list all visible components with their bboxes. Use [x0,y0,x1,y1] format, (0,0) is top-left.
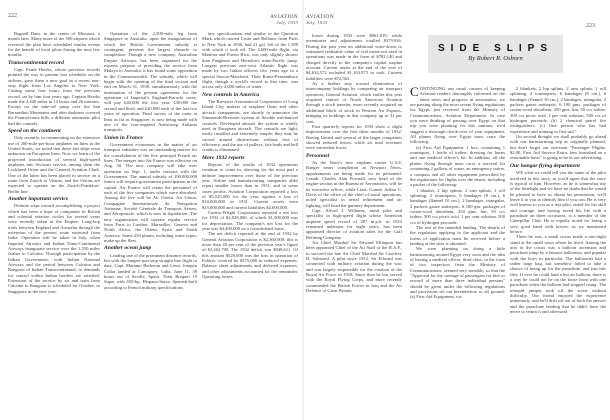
paragraph: Operation of the 2,500-mile leg from Singapore to Australia, upon the inauguration of which the British Government subsidy is contingent, presents the largest obstacle to completion. Though a new company, Australian Empire Airways, has been organized for the express purpose of providing the service from Malaya to Australia, it has found some opposition in the Commonwealth. The subsidy, which will begin with the opening of the final section and end on March 31, 1939, simultaneously with the termination of the present agreement for the operation of Imperial's England-Karachi route, will pay £40,000 the first year, £30,000 the second and third, and £20,000 each of the last two years of operation. Final survey of the route at least as far as Singapore, is now being made with one of the four-engined Armstrong Atalanta transports. [104,31,197,133]
section-heading: Union in France [104,134,143,141]
page-number-right: 223 [586,23,595,29]
paragraph: Curtiss-Wright Corporation reported a net loss for 1932 of $2,828,000, of which $1,500,000 was for depreciation. The company's net loss for the year was $4,490,000 on a consolidated basis. [202,210,298,232]
paragraph: We were planning on doing a little barnstorming around Egypt very soon and the idea of having a medical officer, third class, in the form of two inspectors from the Ministry of Communications, seemed very sensible, so that the "Approval for the carriage of passengers for hire or reward of more than three individual persons" should be given under the following regulations and provisions set out hereinbefore to all ground: (a) First Aid Equipment, viz. [410,246,505,300]
paragraph: Air Chief Marshal Sir Edward Ellington has been appointed Chief of the Air Staff of the R.A.F., to succeed the late Air Chief Marshal Sir Geoffrey H. Salmond. A pilot since 1912, Sir Edward was connected with military aviation during the war, and was largely responsible for the creation of the Royal Air Force in 1918. Since then he has served with the Royal Flying Corps, and more recently commanded the British Forces in Iraq and the Air Defence of Great Britain. [306,240,402,294]
paragraph: WE wish we could tell you the name of the pilot involved in this story, as you'd agree that the story is typical of him. However, as he is somewhat shy of the limelight and we have no doubt that he would be pleased to have us obtain his permission, we'll leave it to you to identify him if you can. He is very well known to you as a test pilot, noted for his skill and courage, and having saved his life with a parachute on three occasions, is a member of the Caterpillar Club. He is equally noted for being a very good hand with horses, as we mentioned before. [510,170,606,234]
left-page-column-2 [104,31,197,416]
paragraph: (a) First Aid Equipment: 1 box, containing 1 tourniquet, 1 bottle of iodine, dressing for burns and one medical officer's kit. In addition, all the planes flying through must carry a survival kit containing 2 gallons of water, an emergency ration, a compass and all other equipment prescribed by the regulations for flights over the desert, including a packet of the following: [410,144,505,188]
paragraph: ONTINUING our usual custom of keeping Aviation readers thoroughly informed on the latest news and progress in aeronautics, we are passing along the most recent flying regulations for Egypt, just received from the Ministry of Communications, Aviation Department. In case you were thinking of passing over Egypt on that trip you were planning for this summer, we'd suggest a thorough check-over of your equipment. All planes flying over Egypt must carry the following: [410,86,505,145]
left-page-column-1 [8,31,100,416]
paragraph: Leading one of the prominent distance records, but with the longest non-stop straight line flight to date, Capt. Mariano Barberan and Lieut. Joaquin Collar landed at Camaguey, Cuba, June 11, 39 hours out of Seville, Spain. Their Breguet 19 Super with 650-hp. Hispano-Suiza, Spanish-built according to French military specifications [104,252,197,290]
paragraph: First quarterly reports for 1933 show a slight improvement over the first three months of 1932. Boeing United and several of the larger companies showed reduced losses, while air mail revenues were somewhat lower. [306,123,402,151]
section-heading: Another important service [8,195,69,202]
section-heading: More 1932 reports [202,154,245,161]
paragraph: Definite steps toward accomplishing a project which has been a hope of companies in British and colonial aviation circles for several years were recently taken in the Empire. Long-hop trials between England and Australia through the extension of the present route eastward from India. Operation will be taken in July, when Imperial Airways and Indian Trans-Continental Airways inaugurate service over the 1,550 miles farther to Calcutta. Through participation by the Indian Government, with Indian National Airways and the period between Calcutta and Rangoon of Indian Transcontinental, to demands for control within Indian borders are satisfied. Extension of the service by air and train from Calcutta to Rangoon is scheduled for October, to Singapore in the new year. [8,203,100,294]
section-heading: Another ocean jump [104,245,152,252]
page-number-left: 222 [8,13,17,19]
running-head-left [244,14,298,25]
paragraph: Capt. Frank Hawks, whose previous records pointed the way to present fast schedules on the airlines, gave them a new goal in a recent non-stop flight from Los Angeles to New York. Cutting some four hours from the previous record, set by him four years ago, Captain Hawks made the 2,440 miles in 13 hours and 26 minutes. Except on the take-off jump over the San Bernardino Mountains and after darkness covered the Pennsylvania hills, a different automatic pilot had the controls. [8,67,100,126]
paragraph: As a further step toward elimination of intercompany holdings by competing air transport operators, General Aviation, which earlier this year acquired control of North American Aviation through a stock transfer, more recently acquired an additional block of stock in Western Air Express, bringing its holdings in that company up to 31 per cent. [306,81,402,124]
issue-date: July, 1933 [276,20,298,25]
section-title: SIDE SLIPS [437,43,553,54]
section-heading: New controls in America [202,91,260,98]
paragraph: tary specifications and similar to the Question Mark which carried Coste and Bellonte from Paris to New York in 1930, had 21 gal. left of the 1,500 with which it took off. The 4,600-mile flight, via Madeira and Puerto Rico, was only slightly shorter than Pangborn and Herndon's trans-Pacific jump. Longest previous east-west Atlantic flight was made by two Italian officers five years ago in a special Savoia-Marchetti. Their Rome-Pernambuco flight, though a world's record at that time, was across only 2,600 miles of water. [202,31,298,90]
paragraph: The net deficit reported at the end of 1932 by General Aviation Corporation is $2,360,000; this is more than 40 per cent of the previous year's figure of $2,262,700. The 1932 deficit was $948,611. Of this amount $520,000 was the loss in operation of Fokker, covered by $575,000 in reduced expenses. Balance sheet adjustments and deferred expenses, and other adjustments accounted for the remainder. Operating losses [202,231,298,280]
right-page-column-1 [306,33,402,416]
paragraph: Government economies in the matter of air transport subsidies was an outstanding motive for the consolidation of the five principal French air lines. The merger into Air France was effective on Aug. 30. The new company will take over operation on Sept. 1, under contract with the Government. The annual subsidy of 190,000,000 francs will require government participation in the capital. Air France will retain the personnel of each of the five companies which were absorbed. Among the five will be Air Orient, Air Union, Compagnie Internationale de Navigation Aérienne, Société Générale de Transport Aérien, and Aéropostale, which is now in liquidation. The new organization will operate regular service from Paris to London, Marseilles, Geneva and North Africa, the Orient, Syria and South America. Some 250 planes, including water types, make up the fleet. [104,141,197,244]
side-slips-column-1 [410,86,505,416]
paragraph: Bagnell Dam, in the center of Missouri, a month later. Many more of the 500 airports which received the plan have scheduled similar events for the benefit of local pilots during the next few months. [8,31,100,58]
section-heading: Our hangar flying department [510,162,580,169]
left-page-column-3 [202,31,298,416]
byline: By Robert R. Osborn [468,55,523,62]
paragraph: losses during 1932 were $861,819, while inventories and adjustments totalled $379,926. During the past year an additional write-down to estimated realizable value of real estate not used in operations was made in the form of $782,140 and charged directly to the company's capital surplus account. Current assets at the end of the year of $4,634,572 included $1,104,973 in cash. Current liabilities were $72,563. [306,33,402,81]
paragraph: Capt. Alford J. Williams, naval pilot and specialist in high-speed flight whose American airplane speed record of 287 m.p.h. in 1923 remained unbeaten for eight years, has been appointed director of aviation sales for the Gulf Refining Company. [306,208,402,240]
side-slips-column-2 [510,86,606,416]
drop-cap: C [410,86,419,99]
issue-date: July, 1933 [306,20,328,25]
paragraph: The Brewster Aeronautical Corporation of Long Island City, makers of seaplane floats and other aircraft components, are shortly to announce the Simmonds-Brewster system of flexible mechanical controls. Developed abroad, the system is widely used in European aircraft. The controls are light, easily installed and extremely simple; they may be curved around obstructions without loss of efficiency, and the use of pulleys, fair-leads and bell cranks is eliminated. [202,99,298,153]
magazine-title: AVIATION [306,14,334,20]
running-head-right [306,14,334,25]
paragraph: Reports of the results of 1932 operations continue to come in, showing for the most part a definite improvement over those of the previous year. Airline and manufacturing companies alike report smaller losses than in 1931, and in some cases profits. Aviation Corporation reported a loss of $5,525,000 for the year, against a loss of $10,000,000 in 1931. Current assets were $15,000,000 and current liabilities $2,600,000. [202,161,298,210]
magazine-title: AVIATION [270,14,298,20]
page-gutter [302,0,304,420]
section-heading: Speed on the continent [8,127,61,134]
paragraph: 1 blanket, 2 hip splints, 2 arm splints, 1 roll splinting, 2 tourniquets, 6 bandages (8 cm.), 6 bandages (flannel 10 cm.), 2 bandages, triangular, 2 packets gauze antiseptic, 6 100 gm. packages of cotton-wool absorbent, 250 gms. lint, 50 ccs iodine, 300 ccs picric acid, 1 per cent solution, 500 ccs of hydrogen peroxide. [410,187,505,225]
paragraph: 2 blankets, 2 hip splints, 2 arm splints, 1 roll splinting, 2 tourniquets, 6 bandages (8 cm.), 6 bandages (flannel 10 cm.), 2 bandages, triangular, 2 packets gauze antiseptic, 6 100 gms. packages of cotton-wool absorbent, 250 gms. lint, 50 ccs iodine, 300 ccs picric acid, 1 per cent solution, 500 ccs of hydrogen peroxide. (b) 2 chemical petrol fire extinguishers. (c) One person who has had experience and training in first-aid." [510,86,606,134]
side-slips-banner [428,35,563,73]
paragraph: Only recently, in commenting on the extensive use of 200-mile-per-hour airplanes on lines in the United States, we noted that these fast ships were unknown on European lines. Now we learn of the projected introduction of several high-speed airplanes into Swissair service, among them the Lockheed Orion and the General Aviation Clark. One of the latter has been placed in service on a route from Zurich to Vienna, and the Orions are expected to operate on the Zurich-Frankfurt-Berlin line. [8,135,100,194]
paragraph: On second thought we shall probably go ahead with our barnstorming trip as originally planned, but don't forget our one-man "Passenger Flights, $2.00, First Aid Service Extra, fees furnished on a reasonable basis" is going to be in our advertising. [510,134,606,161]
paragraph: As the Navy's new airplane carrier U.S.S. Ranger nears completion at Newport News, appointments are being made for its personnel. Comdr. Charles Alan Pownall, now head of the engine section in the Bureau of Aeronautics, will be its executive officer, while Lieut. Comdr. Arthur C. Davis of the office of the chief of naval operations, noted specialist in aerial refinement and air fighting, will head the gunnery department. [306,159,402,208]
section-heading: Personnel [306,152,330,159]
paragraph: There he was, a small circus made a one-night stand at the small town where he lived. Among the acts in the circus was a balloon ascension and parachute jump by a famous balloonist, and popular with the boys in particular. The balloonist had a rather large bag, but somehow failed to take a chance of being up for the parachute, and just hits fifty. If ever he could land a hot air balloon, there is a way he could not be on the loose from with one parachute when the balloon had stopped rising. The intrepid jumper took off the scene without difficulty. Our friend enjoyed the experience immensely, and he'll drift off out of both the answer and the parachute landing that he didn't have the nerve to return it and afterward [510,234,606,315]
section-heading: Transcontinental record [8,59,64,66]
paragraph: The rest of the intended landing. The details of the regulation applying to the applicant and the forms of application must be received before a landing at the sites is obtained. [410,224,505,246]
